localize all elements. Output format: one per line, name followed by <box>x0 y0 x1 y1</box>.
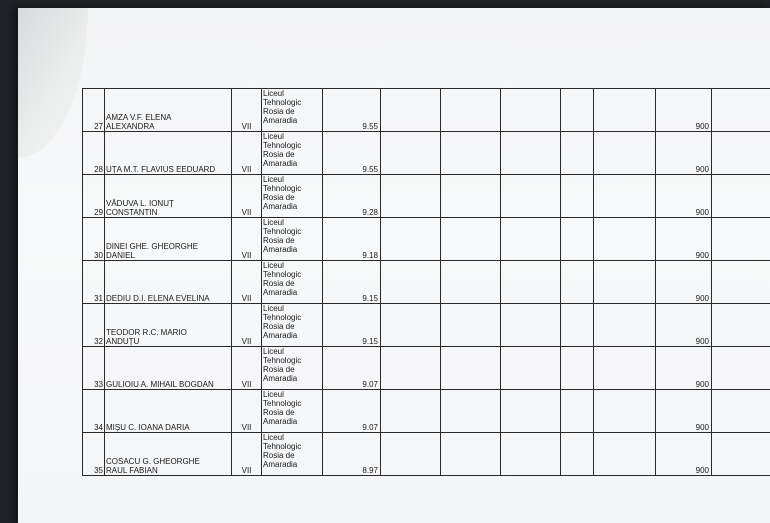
empty-cell <box>501 433 561 476</box>
student-name: MIȘU C. IOANA DARIA <box>105 390 232 433</box>
average-grade: 9.07 <box>323 390 381 433</box>
empty-cell <box>594 132 656 175</box>
table-row <box>83 304 770 347</box>
amount: 900 <box>656 347 712 390</box>
student-table <box>82 88 770 476</box>
grade: VII <box>232 89 262 132</box>
empty-cell <box>441 218 501 261</box>
empty-cell <box>561 304 594 347</box>
empty-cell <box>594 218 656 261</box>
empty-cell <box>712 347 770 390</box>
empty-cell <box>501 390 561 433</box>
empty-cell <box>381 433 441 476</box>
student-name: VĂDUVA L. IONUȚ CONSTANTIN <box>105 175 232 218</box>
table-body <box>83 89 770 476</box>
grade: VII <box>232 304 262 347</box>
empty-cell <box>712 89 770 132</box>
average-grade: 9.15 <box>323 261 381 304</box>
school-name: Liceul Tehnologic Rosia de Amaradia <box>262 132 323 175</box>
grade: VII <box>232 175 262 218</box>
empty-cell <box>594 347 656 390</box>
empty-cell <box>561 261 594 304</box>
school-name: Liceul Tehnologic Rosia de Amaradia <box>262 89 323 132</box>
table-row <box>83 218 770 261</box>
row-number: 31 <box>83 261 105 304</box>
average-grade: 8.97 <box>323 433 381 476</box>
grade: VII <box>232 261 262 304</box>
table-row <box>83 132 770 175</box>
empty-cell <box>501 261 561 304</box>
empty-cell <box>594 89 656 132</box>
row-number: 28 <box>83 132 105 175</box>
average-grade: 9.28 <box>323 175 381 218</box>
student-name: AMZA V.F. ELENA ALEXANDRA <box>105 89 232 132</box>
empty-cell <box>712 218 770 261</box>
empty-cell <box>441 390 501 433</box>
row-number: 32 <box>83 304 105 347</box>
row-number: 34 <box>83 390 105 433</box>
page-curl <box>18 8 88 158</box>
amount: 900 <box>656 304 712 347</box>
table-row <box>83 347 770 390</box>
empty-cell <box>712 433 770 476</box>
amount: 900 <box>656 261 712 304</box>
amount: 900 <box>656 390 712 433</box>
amount: 900 <box>656 433 712 476</box>
empty-cell <box>441 304 501 347</box>
empty-cell <box>561 175 594 218</box>
empty-cell <box>381 132 441 175</box>
student-name: DEDIU D.I. ELENA EVELINA <box>105 261 232 304</box>
empty-cell <box>561 390 594 433</box>
empty-cell <box>561 89 594 132</box>
empty-cell <box>441 433 501 476</box>
empty-cell <box>441 89 501 132</box>
grade: VII <box>232 390 262 433</box>
empty-cell <box>381 218 441 261</box>
school-name: Liceul Tehnologic Rosia de Amaradia <box>262 304 323 347</box>
amount: 900 <box>656 175 712 218</box>
empty-cell <box>501 132 561 175</box>
row-number: 35 <box>83 433 105 476</box>
grade: VII <box>232 218 262 261</box>
empty-cell <box>561 433 594 476</box>
average-grade: 9.07 <box>323 347 381 390</box>
school-name: Liceul Tehnologic Rosia de Amaradia <box>262 390 323 433</box>
grade: VII <box>232 132 262 175</box>
school-name: Liceul Tehnologic Rosia de Amaradia <box>262 261 323 304</box>
empty-cell <box>561 347 594 390</box>
row-number: 27 <box>83 89 105 132</box>
empty-cell <box>381 175 441 218</box>
grade: VII <box>232 347 262 390</box>
empty-cell <box>594 175 656 218</box>
empty-cell <box>501 175 561 218</box>
school-name: Liceul Tehnologic Rosia de Amaradia <box>262 433 323 476</box>
empty-cell <box>441 261 501 304</box>
empty-cell <box>381 304 441 347</box>
amount: 900 <box>656 89 712 132</box>
empty-cell <box>501 218 561 261</box>
table-row <box>83 433 770 476</box>
empty-cell <box>712 390 770 433</box>
school-name: Liceul Tehnologic Rosia de Amaradia <box>262 218 323 261</box>
table-row <box>83 390 770 433</box>
empty-cell <box>381 390 441 433</box>
empty-cell <box>712 175 770 218</box>
student-name: GULIOIU A. MIHAIL BOGDAN <box>105 347 232 390</box>
empty-cell <box>561 132 594 175</box>
student-name: COSACU G. GHEORGHE RAUL FABIAN <box>105 433 232 476</box>
row-number: 33 <box>83 347 105 390</box>
table-row <box>83 175 770 218</box>
row-number: 30 <box>83 218 105 261</box>
average-grade: 9.15 <box>323 304 381 347</box>
empty-cell <box>441 175 501 218</box>
empty-cell <box>381 261 441 304</box>
empty-cell <box>712 132 770 175</box>
average-grade: 9.55 <box>323 89 381 132</box>
empty-cell <box>501 89 561 132</box>
average-grade: 9.55 <box>323 132 381 175</box>
empty-cell <box>501 304 561 347</box>
empty-cell <box>594 261 656 304</box>
empty-cell <box>381 347 441 390</box>
empty-cell <box>712 304 770 347</box>
empty-cell <box>712 261 770 304</box>
empty-cell <box>594 433 656 476</box>
table-row <box>83 261 770 304</box>
empty-cell <box>594 390 656 433</box>
row-number: 29 <box>83 175 105 218</box>
document-page <box>18 8 770 523</box>
student-name: TEODOR R.C. MARIO ANDUȚU <box>105 304 232 347</box>
average-grade: 9.18 <box>323 218 381 261</box>
empty-cell <box>441 132 501 175</box>
school-name: Liceul Tehnologic Rosia de Amaradia <box>262 347 323 390</box>
empty-cell <box>501 347 561 390</box>
table-row <box>83 89 770 132</box>
empty-cell <box>594 304 656 347</box>
school-name: Liceul Tehnologic Rosia de Amaradia <box>262 175 323 218</box>
student-name: UȚA M.T. FLAVIUS EEDUARD <box>105 132 232 175</box>
grade: VII <box>232 433 262 476</box>
student-name: DINEI GHE. GHEORGHE DANIEL <box>105 218 232 261</box>
amount: 900 <box>656 132 712 175</box>
empty-cell <box>381 89 441 132</box>
empty-cell <box>441 347 501 390</box>
empty-cell <box>561 218 594 261</box>
amount: 900 <box>656 218 712 261</box>
